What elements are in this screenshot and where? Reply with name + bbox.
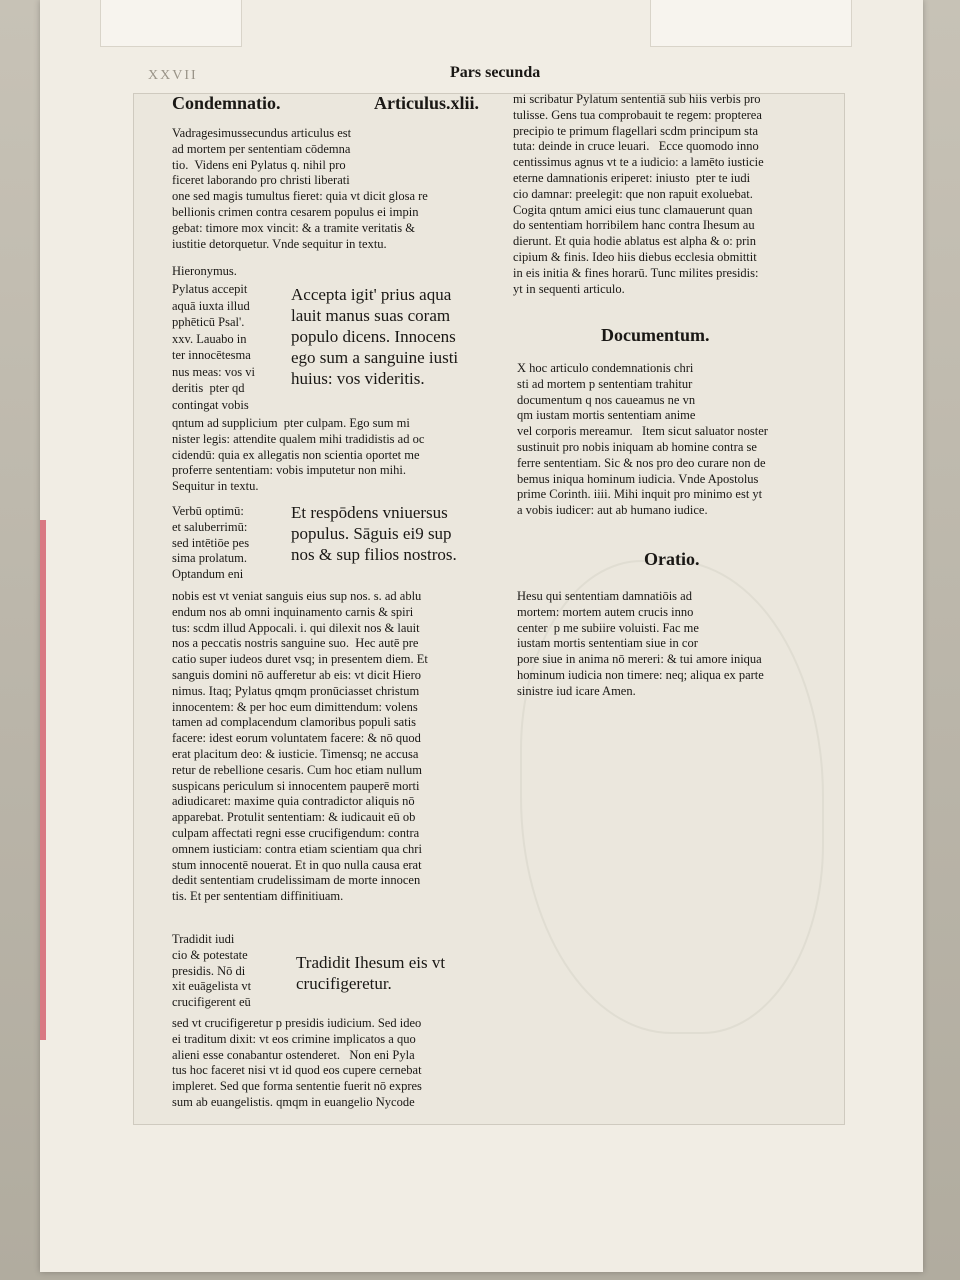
intro-paragraph: Vadragesimussecundus articulus est ad mortem per sententiam cōdemna tio. Videns eni Pylatus q. nihil pro ficeret laborando pro christi liberati one sed magis tumultus fieret: quia vt dicit glosa re bellionis crimen contra cesarem populus ei impin gebat: timore mox vincit: & a tramite veritatis & iustitie detorquetur. Vnde sequitur in textu. <box>172 126 428 251</box>
paper-tab-left <box>100 0 242 47</box>
faint-folio-signature: XXVII <box>148 68 198 83</box>
articulus-heading: Articulus.xlii. <box>374 93 480 113</box>
final-paragraph: sed vt crucifigeretur p presidis iudicium. Sed ideo ei traditum dixit: vt eos crimine implicatos a quo alieni esse conabantur ostenderet. Non eni Pyla tus hoc faceret nisi vt id quod eos cupere cernebat impleret. Sed que forma sententie fuerit nō expres sum ab euangelistis. qmqm in euangelio Nycode <box>172 1016 422 1109</box>
documentum-heading: Documentum. <box>601 325 710 345</box>
oratio-heading: Oratio. <box>644 549 700 569</box>
sequitur-paragraph-1: qntum ad supplicium pter culpam. Ego sum mi nister legis: attendite qualem mihi tradidistis ad oc cidendū: quia ex allegatis non scientia oportet me proferre sententiam: vobis imputetur non mihi. Sequitur in textu. <box>172 416 425 494</box>
paper-tab-right <box>650 0 852 47</box>
long-commentary-paragraph: nobis est vt veniat sanguis eius sup nos. s. ad ablu endum nos ab omni inquinamento carnis & spiri tus: scdm illud Appocali. i. qui dilexit nos & lauit nos a peccatis nostris sanguine suo. Hec autē pre catio super iudeos duret vsq; in presentem diem. Et sanguis domini nō aufferetur ab eis: vt dicit Hiero nimus. Itaq; Pylatus qmqm pronūciasset christum innocentem: & per hoc eum dimittendum: volens tamen ad complacendum clamoribus populi satis facere: idest eorum voluntatem facere: & nō quod erat placitum deo: & iusticie. Timensq; ne accusa retur de rebellione cesaris. Cum hoc etiam nullum suspicans periculum si innocentem pauperē morti adiudicaret: maxime quia contradictor aliquis nō apparebat. Protulit sententiam: & iudicauit eū ob culpam affectati regni esse crucifigendum: contra omnem iusticiam: contra etiam scientiam qua chri stum innocentē nouerat. Et in quo nulla causa erat dedit sententiam crudelissimam de morte innocen tis. Et per sententiam diffinitiuam. <box>172 589 428 904</box>
condemnatio-heading: Condemnatio. <box>172 93 281 113</box>
red-page-edge <box>40 520 46 1040</box>
hieronymus-gloss: Pylatus accepit aquā iuxta illud pphēticū Psal'. xxv. Lauabo in ter innocētesma nus meas: vos vi deritis pter qd contingat vobis <box>172 282 255 412</box>
verbum-gloss: Verbū optimū: et saluberrimū: sed intētiōe pes sima prolatum. Optandum eni <box>172 504 250 582</box>
right-top-paragraph: mi scribatur Pylatum sententiā sub hiis verbis pro tulisse. Gens tua comprobauit te regem: propterea precipio te primum flagellari scdm principum sta tuta: deinde in cruce leuari. Ecce quomodo inno centissimus agnus vt te a iudicio: a lamēto iusticie eterne damnationis eriperet: iniusto pter te iudi cio damnar: preelegit: que non rapuit exoluebat. Cogita qntum amici eius tunc clamauerunt quan do sententiam horribilem hanc contra Ihesum au dierunt. Et quia hodie ablatus est alpha & o: prin cipium & finis. Ideo hiis diebus ecclesia obmittit in eis initia & fines horarū. Tunc milites presidis: yt in sequenti articulo. <box>513 92 764 296</box>
quote-et-respondens: Et respōdens vniuersus populus. Sāguis ei9 sup nos & sup filios nostros. <box>291 503 457 564</box>
documentum-text: X hoc articulo condemnationis chri sti ad mortem p sententiam trahitur documentum q nos caueamus ne vn qm iustam mortis sententiam anime vel corporis mereamur. Item sicut saluator noster sustinuit pro nobis iniquam ab homine contra se ferre sententiam. Sic & nos pro deo curare non de bemus iniqua hominum iudicia. Vnde Apostolus prime Corinth. iiii. Mihi inquit pro minimo est yt a vobis iudicer: aut ab humano iudice. <box>517 361 768 518</box>
running-head: Pars secunda <box>450 64 541 81</box>
oratio-text: Hesu qui sententiam damnatiōis ad mortem: mortem autem crucis inno center p me subiire voluisti. Fac me iustam mortis sententiam siue in cor pore siue in anima nō mereri: & tui amore iniqua hominum iudicia non timere: neq; aliqua ex parte sinistre iud icare Amen. <box>517 589 764 698</box>
quote-tradidit-ihesum: Tradidit Ihesum eis vt crucifigeretur. <box>296 953 446 993</box>
quote-accepta-aqua: Accepta igit' prius aqua lauit manus suas coram populo dicens. Innocens ego sum a sanguine iusti huius: vos videritis. <box>291 285 459 388</box>
hieronymus-label: Hieronymus. <box>172 264 237 278</box>
tradidit-gloss: Tradidit iudi cio & potestate presidis. Nō di xit euāgelista vt crucifigerent eū <box>172 932 252 1010</box>
